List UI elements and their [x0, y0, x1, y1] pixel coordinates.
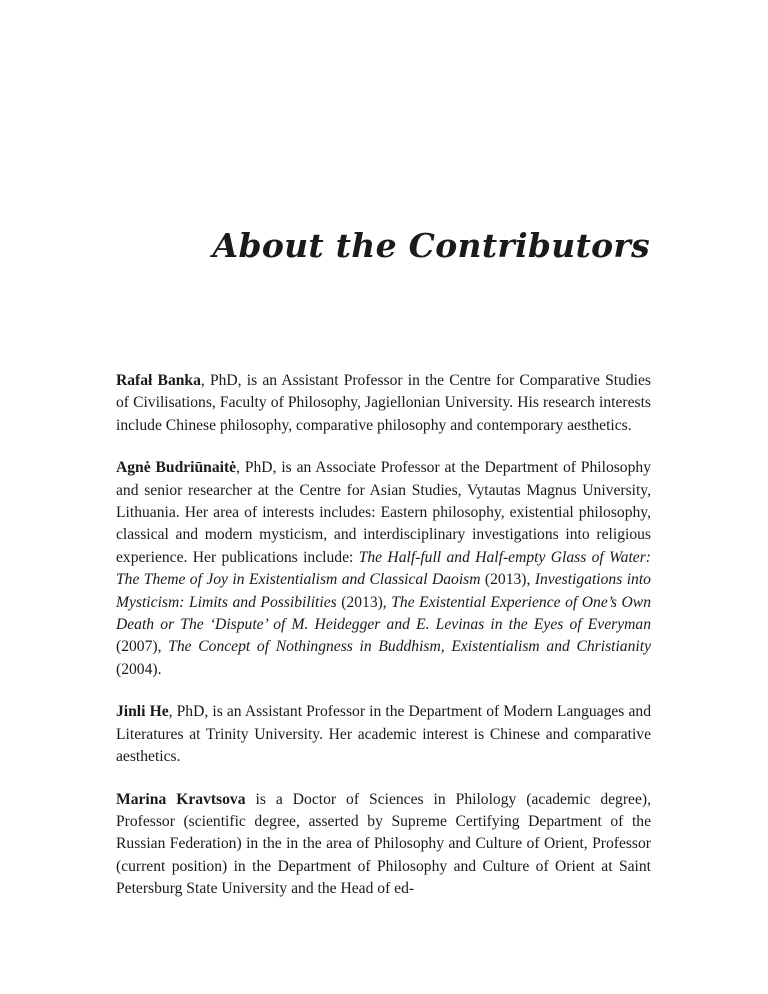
bio-text: is a Doctor of Sciences in Philology (academic degree), Professor (scientific degree, asserted by Supreme Certifying Department of the Russian Federation) in the in the area of Philosophy and Culture of Orient, Professor (current position) in the Department of Philosophy and Culture of Orient at Saint Petersburg State University and the Head of ed-: [116, 790, 651, 898]
bio-text: (2007),: [116, 638, 169, 656]
bio-text: , PhD, is an Associate Professor at the Department of Philosophy and senior researcher at the Centre for Asian Studies, Vytautas Magnus University, Lithuania. Her area of interests includes: Eastern philosophy, existential philosophy, classical and modern mysticism, and interdisciplinary investigations into religious experience. Her publications include:: [116, 459, 651, 566]
page-title: About the Contributors: [212, 226, 650, 265]
contributor-name: Rafał Banka: [116, 372, 201, 389]
contributor-bio: [116, 457, 651, 681]
bio-text: (2013),: [480, 571, 535, 589]
publication-title: The Concept of Nothingness in Buddhism, Existentialism and Christianity: [168, 638, 651, 656]
contributor-name: Agnė Budriūnaitė: [116, 459, 237, 477]
contributor-bio: [116, 370, 651, 437]
contributor-bio: [116, 789, 651, 901]
bio-text: (2004).: [116, 660, 162, 678]
contributor-name: Marina Kravtsova: [116, 790, 246, 808]
bio-text: (2013),: [336, 593, 392, 611]
bio-text: , PhD, is an Assistant Professor in the Department of Modern Languages and Literatures at Trinity University. Her academic interest is Chinese and comparative aesthetics.: [116, 703, 651, 766]
publication-title: The Existential Experience of One’s Own Death or The ‘Dispute’ of M. Heidegger and E. Levinas in the Eyes of Everyman: [116, 593, 651, 634]
publication-title: The Half-full and Half-empty Glass of Water: The Theme of Joy in Existentialism and Classical Daoism: [116, 548, 651, 589]
publication-title: Investigations into Mysticism: Limits and Possibilities: [116, 571, 651, 611]
bio-text: , PhD, is an Assistant Professor in the Centre for Comparative Studies of Civilisations, Faculty of Philosophy, Jagiellonian University. His research interests include Chinese philosophy, comparative philosophy and contemporary aesthetics.: [116, 372, 651, 434]
contributor-list: [116, 370, 651, 921]
contributor-bio: [116, 701, 651, 768]
contributor-name: Jinli He: [116, 703, 169, 721]
